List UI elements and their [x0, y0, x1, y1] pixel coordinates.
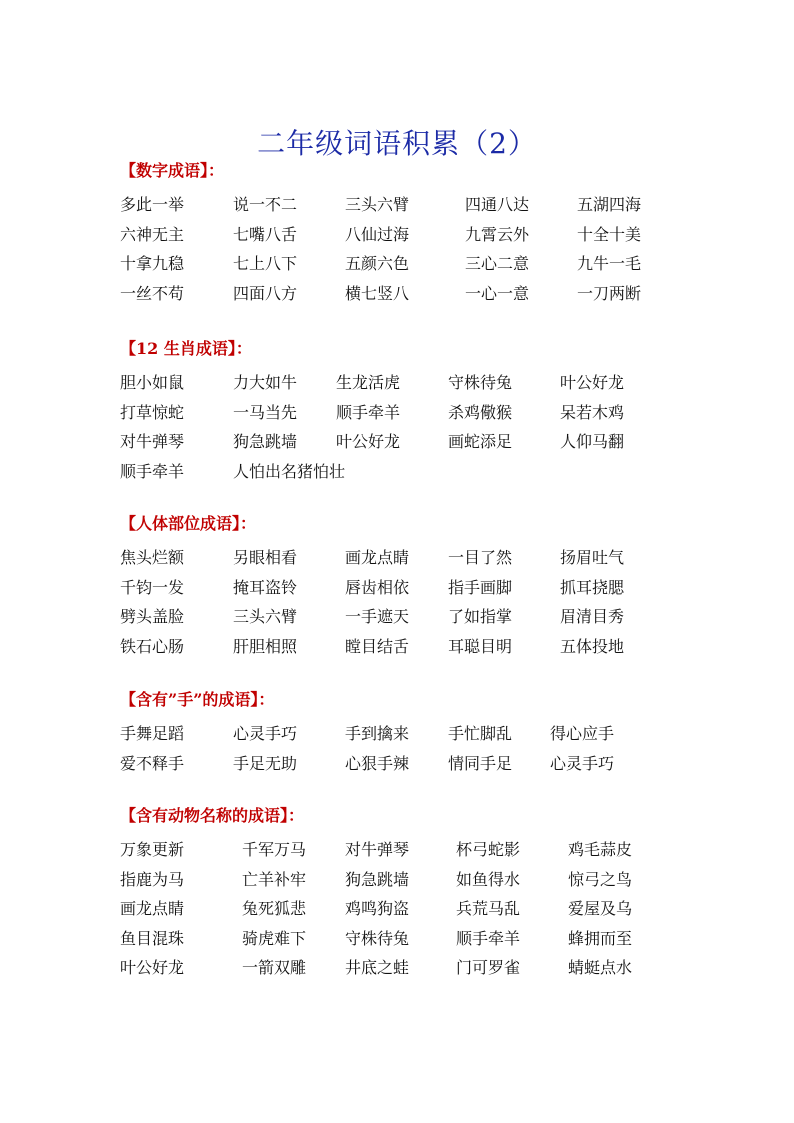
- idiom: 眉清目秀: [560, 607, 625, 626]
- idiom: 九霄云外: [465, 224, 530, 244]
- idiom-row: [120, 632, 625, 662]
- idiom: 亡羊补牢: [242, 869, 307, 889]
- idiom: 一丝不苟: [120, 283, 185, 303]
- idiom: 鸡鸣狗盗: [345, 899, 410, 918]
- idiom: 惊弓之鸟: [568, 869, 633, 889]
- idiom-row: [120, 368, 625, 398]
- idiom: 画龙点睛: [120, 899, 185, 918]
- idiom: 一手遮天: [345, 607, 410, 626]
- idiom: 一箭双雕: [242, 958, 307, 977]
- idiom: 肝胆相照: [233, 636, 298, 656]
- idiom: 如鱼得水: [456, 869, 521, 889]
- idiom-row: [120, 865, 633, 895]
- idiom: 人怕出名猪怕壮: [233, 461, 346, 481]
- idiom: 叶公好龙: [336, 432, 401, 451]
- idiom: 杀鸡儆猴: [448, 402, 513, 422]
- idiom: 心灵手巧: [550, 753, 615, 773]
- idiom: 十拿九稳: [120, 254, 185, 273]
- idiom: 顺手牵羊: [120, 461, 185, 481]
- idiom: 掩耳盗铃: [233, 577, 298, 597]
- idiom: 说一不二: [233, 195, 298, 214]
- idiom-row: [120, 953, 633, 983]
- idiom: 抓耳挠腮: [560, 577, 625, 597]
- idiom-row: [120, 190, 642, 220]
- idiom-row: [120, 573, 625, 603]
- section-3: [120, 511, 625, 661]
- idiom: 三心二意: [465, 254, 530, 273]
- idiom: 顺手牵羊: [336, 402, 401, 422]
- idiom: 一目了然: [448, 548, 513, 567]
- idiom: 画蛇添足: [448, 432, 513, 451]
- idiom: 蜻蜓点水: [568, 958, 633, 977]
- idiom: 一刀两断: [577, 283, 642, 303]
- idiom: 千军万马: [242, 840, 307, 859]
- idiom: 手到擒来: [345, 724, 410, 743]
- idiom: 手忙脚乱: [448, 724, 513, 743]
- section-heading: 【含有动物名称的成语】：: [120, 806, 305, 825]
- idiom-row: [120, 249, 642, 279]
- idiom: 三头六臂: [233, 607, 298, 626]
- idiom: 鱼目混珠: [120, 928, 185, 948]
- idiom: 十全十美: [577, 224, 642, 244]
- idiom: 四通八达: [465, 195, 530, 214]
- idiom-row: [120, 894, 633, 924]
- idiom: 骑虎难下: [242, 928, 307, 948]
- idiom: 五湖四海: [577, 195, 642, 214]
- idiom: 唇齿相依: [345, 577, 410, 597]
- idiom: 顺手牵羊: [456, 928, 521, 948]
- idiom: 打草惊蛇: [120, 402, 185, 422]
- idiom-row: [120, 835, 633, 865]
- idiom-row: [120, 719, 615, 749]
- idiom: 铁石心肠: [120, 636, 185, 656]
- section-5: [120, 803, 633, 983]
- idiom: 手足无助: [233, 753, 298, 773]
- idiom: 蜂拥而至: [568, 928, 633, 948]
- idiom-row: [120, 543, 625, 573]
- idiom: 三头六臂: [345, 195, 410, 214]
- idiom: 对牛弹琴: [120, 432, 185, 451]
- idiom: 扬眉吐气: [560, 548, 625, 567]
- idiom: 生龙活虎: [336, 373, 401, 392]
- idiom: 呆若木鸡: [560, 402, 625, 422]
- idiom: 万象更新: [120, 840, 185, 859]
- idiom: 兔死狐悲: [242, 899, 307, 918]
- idiom: 胆小如鼠: [120, 373, 185, 392]
- section-heading: 【含有”手”的成语】：: [120, 690, 275, 709]
- idiom: 瞠目结舌: [345, 636, 410, 656]
- idiom-row: [120, 924, 633, 954]
- idiom-row: [120, 427, 625, 457]
- idiom: 耳聪目明: [448, 636, 513, 656]
- idiom-row: [120, 749, 615, 779]
- idiom: 四面八方: [233, 283, 298, 303]
- idiom: 井底之蛙: [345, 958, 410, 977]
- idiom: 另眼相看: [233, 548, 298, 567]
- idiom: 劈头盖脸: [120, 607, 185, 626]
- idiom-row: [120, 602, 625, 632]
- idiom: 守株待兔: [345, 928, 410, 948]
- idiom: 九牛一毛: [577, 254, 642, 273]
- idiom: 七上八下: [233, 254, 298, 273]
- section-4: [120, 687, 615, 778]
- idiom: 狗急跳墙: [233, 432, 298, 451]
- idiom: 鸡毛蒜皮: [568, 840, 633, 859]
- idiom-row: [120, 398, 625, 428]
- section-heading: 【人体部位成语】：: [120, 514, 257, 533]
- idiom: 门可罗雀: [456, 958, 521, 977]
- idiom: 兵荒马乱: [456, 899, 521, 918]
- idiom: 焦头烂额: [120, 548, 185, 567]
- idiom: 手舞足蹈: [120, 724, 185, 743]
- idiom: 五颜六色: [345, 254, 410, 273]
- idiom: 得心应手: [550, 724, 615, 743]
- idiom: 人仰马翻: [560, 432, 625, 451]
- section-heading: 【12 生肖成语】：: [120, 339, 252, 358]
- idiom: 爱屋及乌: [568, 899, 633, 918]
- idiom: 指鹿为马: [120, 869, 185, 889]
- idiom: 叶公好龙: [120, 958, 185, 977]
- idiom: 五体投地: [560, 636, 625, 656]
- idiom: 叶公好龙: [560, 373, 625, 392]
- idiom-row: [120, 457, 346, 487]
- section-2: [120, 336, 625, 486]
- idiom: 七嘴八舌: [233, 224, 298, 244]
- idiom: 守株待兔: [448, 373, 513, 392]
- section-heading: 【数字成语】：: [120, 161, 225, 180]
- idiom: 力大如牛: [233, 373, 298, 392]
- idiom: 八仙过海: [345, 224, 410, 244]
- idiom: 六神无主: [120, 224, 185, 244]
- idiom: 画龙点睛: [345, 548, 410, 567]
- idiom: 心灵手巧: [233, 724, 298, 743]
- idiom: 心狠手辣: [345, 753, 410, 773]
- idiom: 狗急跳墙: [345, 869, 410, 889]
- idiom-row: [120, 279, 642, 309]
- idiom: 一马当先: [233, 402, 298, 422]
- idiom-row: [120, 220, 642, 250]
- idiom: 情同手足: [448, 753, 513, 773]
- idiom: 一心一意: [465, 283, 530, 303]
- idiom: 横七竖八: [345, 283, 410, 303]
- idiom: 千钧一发: [120, 577, 185, 597]
- page-title: 二年级词语积累（2）: [257, 127, 537, 160]
- idiom: 指手画脚: [448, 577, 513, 597]
- section-1: [120, 158, 642, 308]
- idiom: 多此一举: [120, 195, 185, 214]
- idiom: 爱不释手: [120, 753, 185, 773]
- idiom: 杯弓蛇影: [456, 840, 521, 859]
- idiom: 了如指掌: [448, 607, 513, 626]
- idiom: 对牛弹琴: [345, 840, 410, 859]
